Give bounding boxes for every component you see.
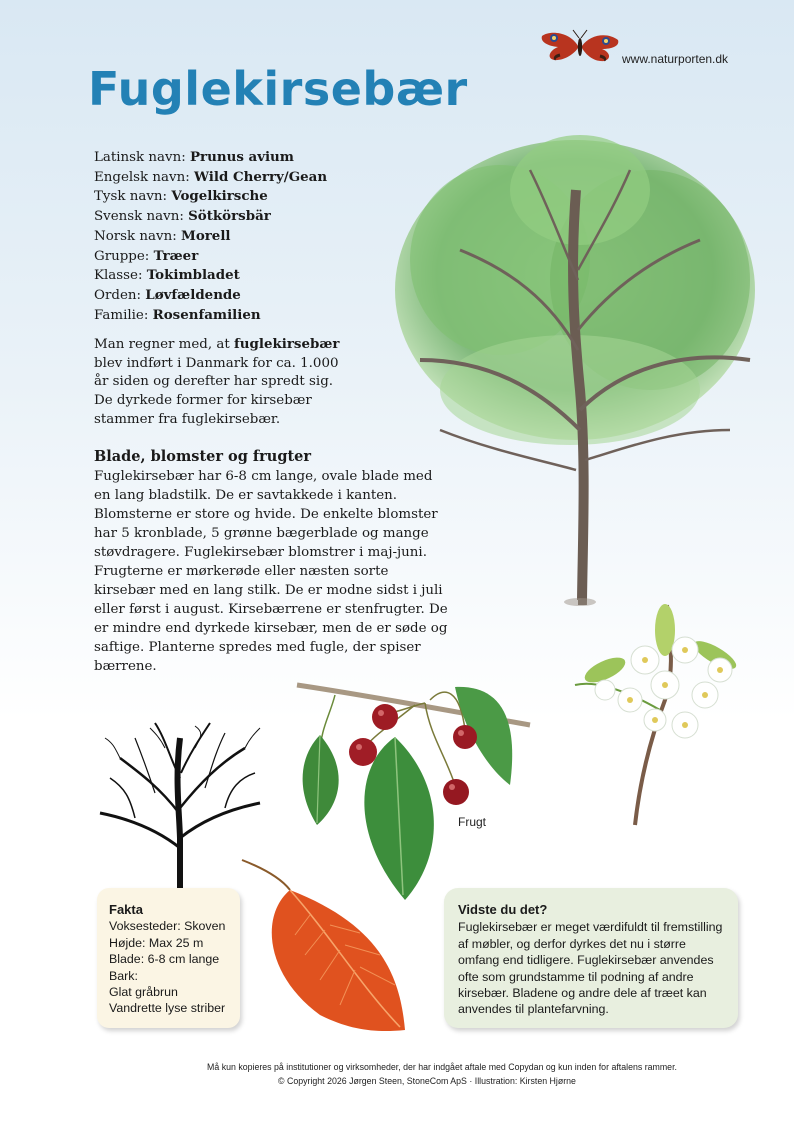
fakta-line: Højde: Max 25 m <box>109 935 204 950</box>
section-paragraph: Fuglekirsebær har 6-8 cm lange, ovale blade med en lang bladstilk. De er savtakkede i kanten. Blomsterne er store og hvide. De enkelte blomster har 5 kronblade, 5 grønne bægerblade og mange støvdragere. Fuglekirsebær blomstrer i maj-juni. Frugterne er mørkerøde eller næsten sorte kirsebær med en lang stilk. De er modne sidst i juli eller først i august. Kirsebærrene er stenfrugter. De er mindre end dyrkede kirsebær, men de er søde og saftige. Planterne spredes med fugle, der spiser bærrene. <box>94 469 448 674</box>
footer-copyright: © Copyright 2026 Jørgen Steen, StoneCom ApS · Illustration: Kirsten Hjørne <box>278 1076 576 1086</box>
fakta-line: Vandrette lyse striber <box>109 1001 226 1016</box>
fakta-line: Bark: <box>109 968 138 983</box>
fakta-title: Fakta <box>109 902 143 917</box>
name-row-swedish: Svensk navn: Sötkörsbär <box>94 208 271 225</box>
fakta-line: Blade: 6-8 cm lange <box>109 952 220 967</box>
tree-illustration <box>380 130 780 610</box>
flower-illustration <box>565 600 755 830</box>
autumn-leaf-illustration <box>240 855 415 1035</box>
name-row-english: Engelsk navn: Wild Cherry/Gean <box>94 168 328 185</box>
name-row-latin: Latinsk navn: Prunus avium <box>94 149 294 165</box>
name-row-german: Tysk navn: Vogelkirsche <box>94 188 268 205</box>
section-heading: Blade, blomster og frugter <box>94 448 312 465</box>
fakta-line: Voksesteder: Skoven <box>109 919 226 934</box>
page-title: Fuglekirsebær <box>88 62 468 116</box>
did-you-know-text: Fuglekirsebær er meget værdifuldt til fremstilling af møbler, og derfor dyrkes det nu i større omfang end tidligere. Fuglekirsebær anvendes ofte som grundstamme til podning af andre kirsebær. Bladene og andre dele af træet kan anvendes til plantefarvning. <box>458 920 723 1017</box>
did-you-know-title: Vidste du det? <box>458 902 548 917</box>
name-row-norwegian: Norsk navn: Morell <box>94 227 231 244</box>
name-row-class: Klasse: Tokimbladet <box>94 267 240 284</box>
fakta-line: Glat gråbrun <box>109 985 178 1000</box>
fruit-label: Frugt <box>458 815 487 829</box>
fakta-box <box>97 888 240 1028</box>
butterfly-icon <box>540 28 620 64</box>
site-url[interactable]: www.naturporten.dk <box>622 52 729 66</box>
footer-license: Må kun kopieres på institutioner og virksomheder, der har indgået aftale med Copydan og kun inden for aftalens rammer. <box>207 1062 677 1072</box>
name-row-order: Orden: Løvfældende <box>94 286 241 303</box>
intro-paragraph: Man regner med, at fuglekirsebær blev indført i Danmark for ca. 1.000 år siden og derefter har spredt sig. De dyrkede former for kirsebær stammer fra fuglekirsebær. <box>94 336 340 427</box>
footer <box>0 1060 794 1088</box>
name-row-group: Gruppe: Træer <box>94 247 199 264</box>
did-you-know-box <box>444 888 738 1028</box>
names-list <box>94 148 327 325</box>
name-row-family: Familie: Rosenfamilien <box>94 306 261 323</box>
